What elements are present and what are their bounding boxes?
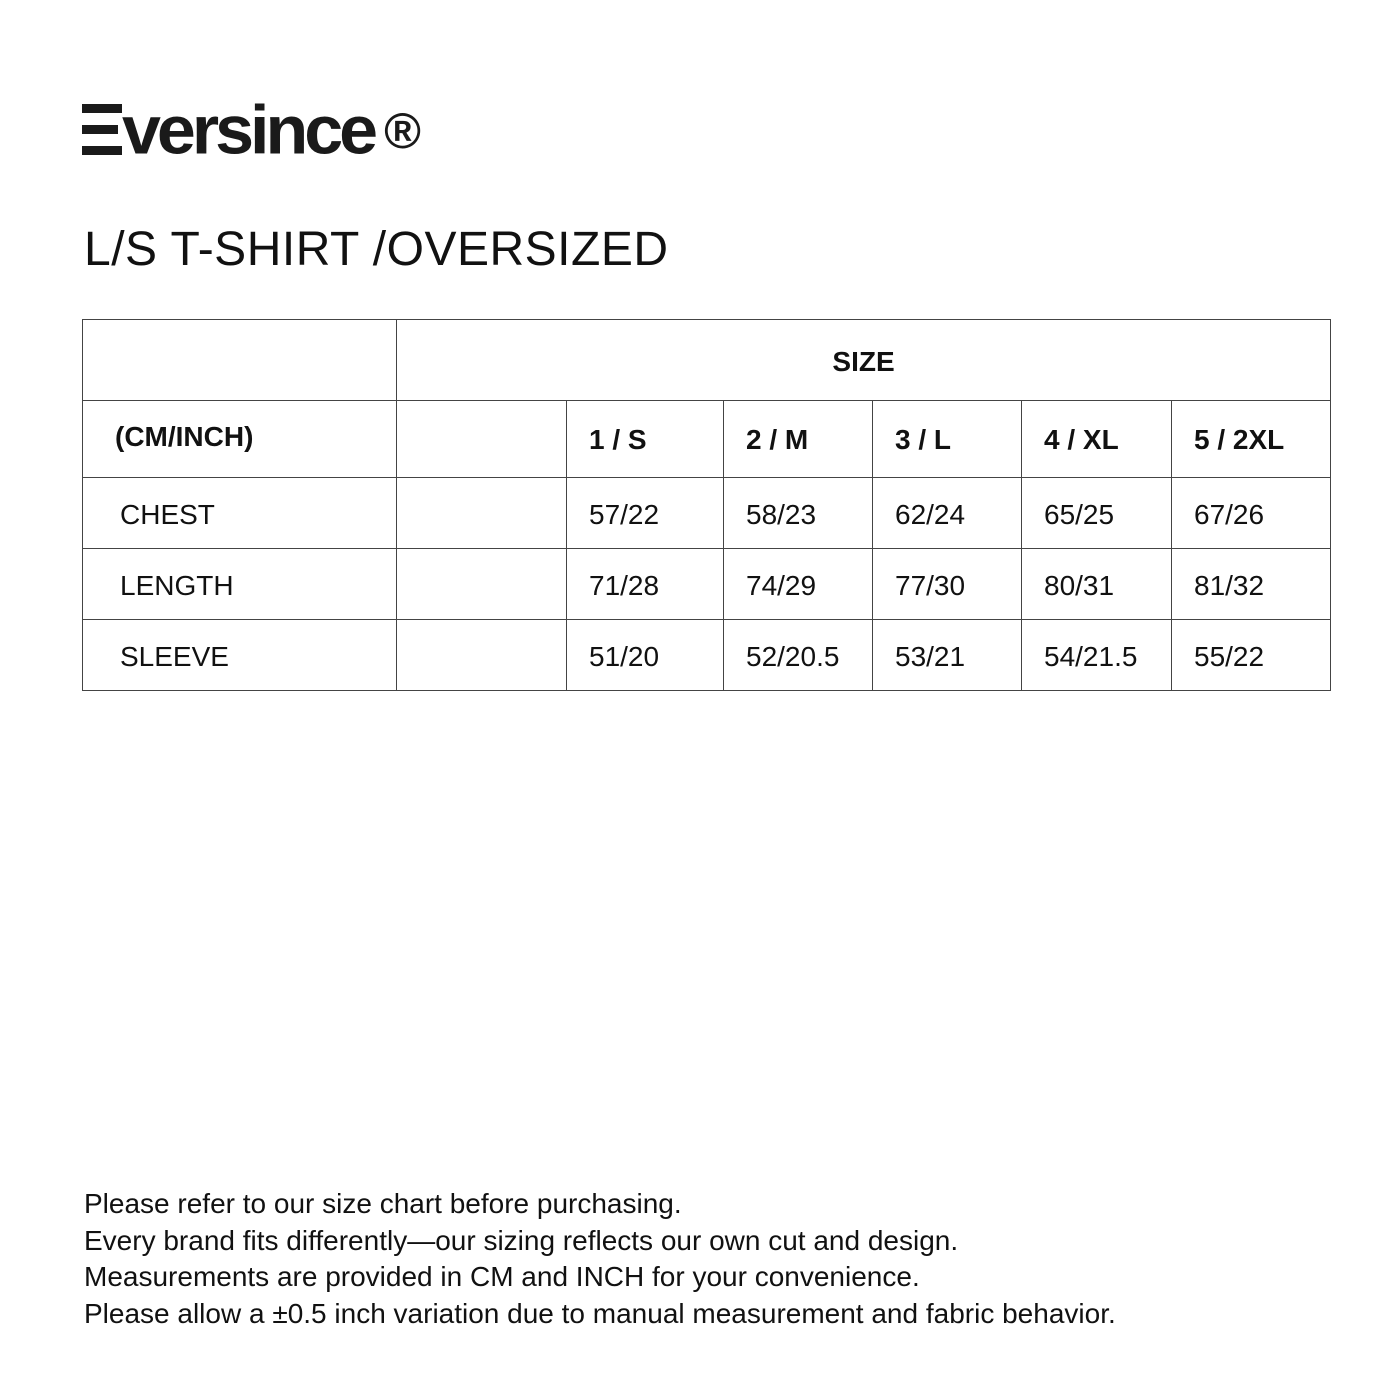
measure-value: 58/23 xyxy=(724,478,873,549)
note-line: Please allow a ±0.5 inch variation due to manual measurement and fabric behavior. xyxy=(84,1297,1116,1329)
measure-value: 62/24 xyxy=(873,478,1022,549)
table-row-chest xyxy=(83,478,1331,549)
size-label: 5 / 2XL xyxy=(1172,401,1331,478)
spacer-cell xyxy=(397,478,567,549)
table-header-row xyxy=(83,320,1331,401)
measure-label: CHEST xyxy=(83,478,397,549)
size-group-header: SIZE xyxy=(397,320,1331,401)
measure-value: 52/20.5 xyxy=(724,620,873,691)
measure-value: 80/31 xyxy=(1022,549,1172,620)
measure-value: 54/21.5 xyxy=(1022,620,1172,691)
measure-value: 57/22 xyxy=(567,478,724,549)
measure-value: 53/21 xyxy=(873,620,1022,691)
empty-corner-cell xyxy=(83,320,397,401)
spacer-cell xyxy=(397,620,567,691)
logo-e-glyph xyxy=(82,104,122,156)
product-title: L/S T-SHIRT /OVERSIZED xyxy=(84,223,669,276)
measure-label: LENGTH xyxy=(83,549,397,620)
registered-mark: ® xyxy=(384,103,421,159)
size-label: 4 / XL xyxy=(1022,401,1172,478)
sizing-notes xyxy=(84,1186,1116,1332)
logo-wordmark: versince xyxy=(122,91,375,169)
measure-value: 55/22 xyxy=(1172,620,1331,691)
measure-label: SLEEVE xyxy=(83,620,397,691)
measure-value: 77/30 xyxy=(873,549,1022,620)
measure-value: 81/32 xyxy=(1172,549,1331,620)
measure-value: 51/20 xyxy=(567,620,724,691)
measure-value: 67/26 xyxy=(1172,478,1331,549)
size-label: 1 / S xyxy=(567,401,724,478)
measure-value: 65/25 xyxy=(1022,478,1172,549)
measure-value: 74/29 xyxy=(724,549,873,620)
spacer-cell xyxy=(397,549,567,620)
note-line: Please refer to our size chart before purchasing. xyxy=(84,1188,682,1219)
size-label: 2 / M xyxy=(724,401,873,478)
size-chart-table xyxy=(82,319,1331,691)
size-labels-row xyxy=(83,401,1331,478)
brand-logo xyxy=(82,91,421,169)
size-label: 3 / L xyxy=(873,401,1022,478)
spacer-cell xyxy=(397,401,567,478)
table-row-sleeve xyxy=(83,620,1331,691)
table-row-length xyxy=(83,549,1331,620)
note-line: Every brand fits differently—our sizing reflects our own cut and design. xyxy=(84,1224,959,1256)
unit-label: (CM/INCH) xyxy=(83,401,397,478)
measure-value: 71/28 xyxy=(567,549,724,620)
note-line: Measurements are provided in CM and INCH for your convenience. xyxy=(84,1261,920,1292)
